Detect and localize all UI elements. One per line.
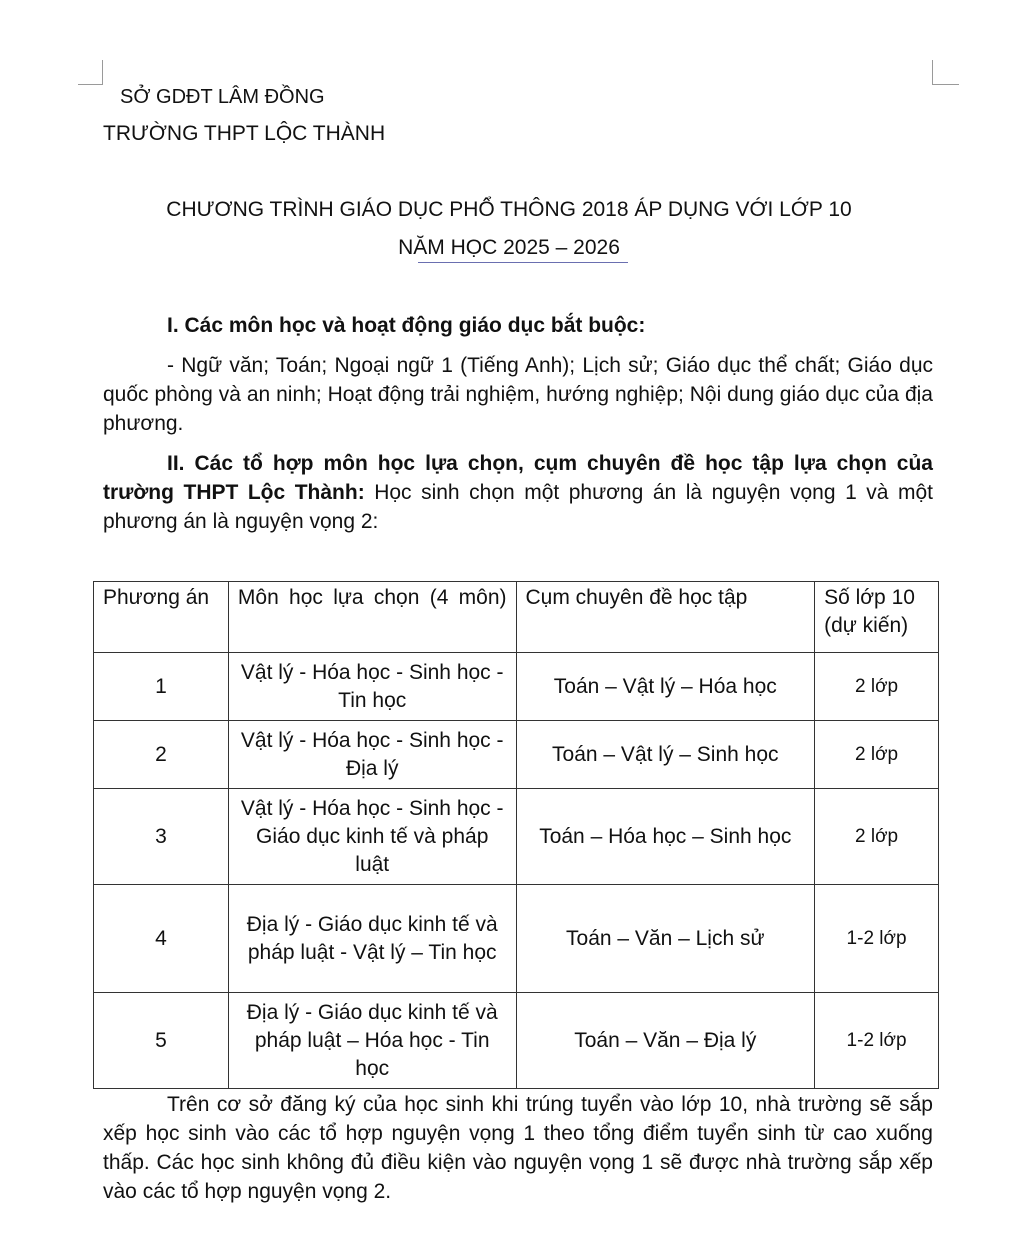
document-title: CHƯƠNG TRÌNH GIÁO DỤC PHỔ THÔNG 2018 ÁP DỤNG VỚI LỚP 10 (166, 198, 852, 221)
table-row (94, 993, 939, 1089)
option-number: 4 (94, 885, 229, 993)
table-header-row (94, 582, 939, 653)
option-number: 1 (94, 653, 229, 721)
subjects-cell: Vật lý - Hóa học - Sinh học - Giáo dục kinh tế và pháp luật (228, 789, 516, 885)
classes-cell: 1-2 lớp (815, 885, 939, 993)
classes-cell: 1-2 lớp (815, 993, 939, 1089)
classes-cell: 2 lớp (815, 789, 939, 885)
table-row (94, 653, 939, 721)
header-subjects: Môn học lựa chọn (4 môn) (228, 582, 516, 653)
section-1-body: - Ngữ văn; Toán; Ngoại ngữ 1 (Tiếng Anh); Lịch sử; Giáo dục thể chất; Giáo dục quốc phòng và an ninh; Hoạt động trải nghiệm, hướng nghiệp; Nội dung giáo dục của địa phương. (103, 354, 933, 435)
section-2-body: Học sinh chọn một phương án là nguyện vọng 1 và một phương án là nguyện vọng 2: (103, 481, 933, 533)
school-year: NĂM HỌC 2025 – 2026 (398, 236, 620, 259)
crop-mark-top-left (78, 60, 103, 85)
subjects-cell: Địa lý - Giáo dục kinh tế và pháp luật – Hóa học - Tin học (228, 993, 516, 1089)
cluster-cell: Toán – Văn – Địa lý (516, 993, 815, 1089)
cluster-cell: Toán – Vật lý – Hóa học (516, 653, 815, 721)
options-table (93, 581, 939, 1089)
header-option: Phương án (94, 582, 229, 653)
section-2-heading: II. Các tổ hợp môn học lựa chọn, cụm chuyên đề học tập lựa chọn của trường THPT Lộc Thành: (103, 452, 933, 504)
option-number: 3 (94, 789, 229, 885)
cluster-cell: Toán – Văn – Lịch sử (516, 885, 815, 993)
subjects-cell: Vật lý - Hóa học - Sinh học - Tin học (228, 653, 516, 721)
closing-paragraph: Trên cơ sở đăng ký của học sinh khi trúng tuyển vào lớp 10, nhà trường sẽ sắp xếp học sinh vào các tổ hợp nguyện vọng 1 theo tổng điểm tuyển sinh từ cao xuống thấp. Các học sinh không đủ điều kiện vào nguyện vọng 1 sẽ được nhà trường sắp xếp vào các tổ hợp nguyện vọng 2. (103, 1093, 933, 1203)
cluster-cell: Toán – Hóa học – Sinh học (516, 789, 815, 885)
table-row (94, 885, 939, 993)
option-number: 5 (94, 993, 229, 1089)
cluster-cell: Toán – Vật lý – Sinh học (516, 721, 815, 789)
classes-cell: 2 lớp (815, 653, 939, 721)
title-underline (418, 262, 628, 263)
option-number: 2 (94, 721, 229, 789)
section-1-heading: I. Các môn học và hoạt động giáo dục bắt buộc: (167, 314, 646, 337)
subjects-cell: Địa lý - Giáo dục kinh tế và pháp luật - Vật lý – Tin học (228, 885, 516, 993)
table-row (94, 789, 939, 885)
header-cluster: Cụm chuyên đề học tập (516, 582, 815, 653)
department-name: SỞ GDĐT LÂM ĐỒNG (120, 86, 325, 108)
table-row (94, 721, 939, 789)
section-2-paragraph (103, 449, 933, 536)
crop-mark-top-right (932, 60, 959, 85)
header-classes: Số lớp 10 (dự kiến) (815, 582, 939, 653)
classes-cell: 2 lớp (815, 721, 939, 789)
school-name: TRƯỜNG THPT LỘC THÀNH (103, 122, 386, 145)
subjects-cell: Vật lý - Hóa học - Sinh học - Địa lý (228, 721, 516, 789)
